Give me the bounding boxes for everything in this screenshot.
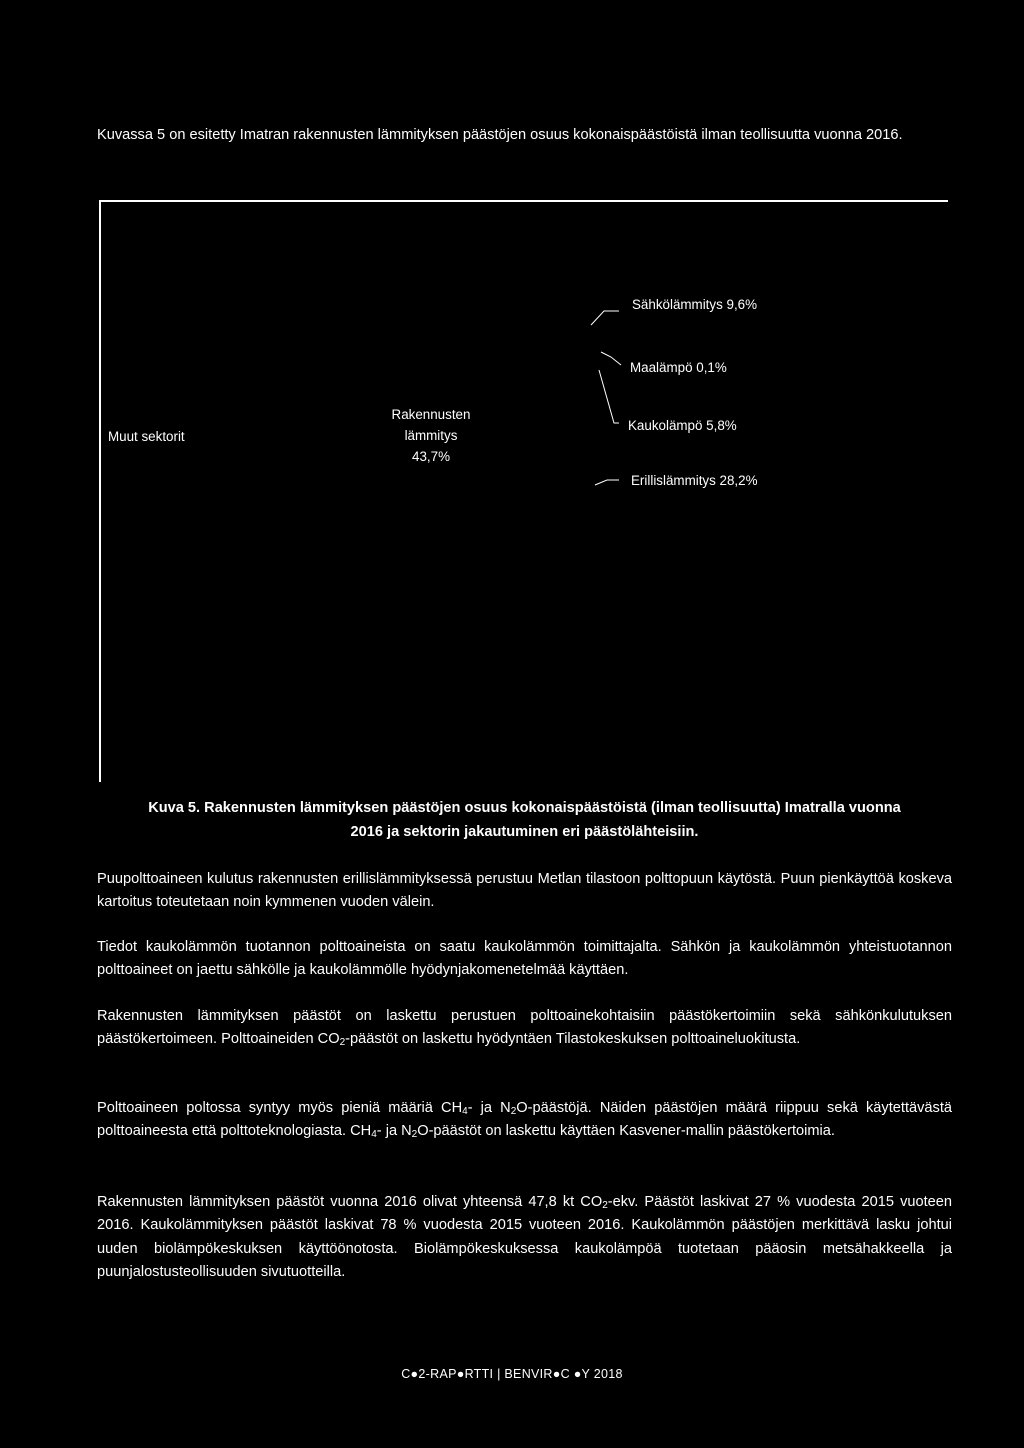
p5-text-a: Rakennusten lämmityksen päästöt vuonna 2016 olivat yhteensä 47,8 kt CO <box>97 1194 603 1210</box>
paragraph-kaukolampo-tiedot: Tiedot kaukolämmön tuotannon polttoaineista on saatu kaukolämmön toimittajalta. Sähkön ja kaukolämmön yhteistuotannon polttoaineet on jaettu sähkölle ja kaukolämmölle hyödynjakomenetelmää käyttäen. <box>97 939 952 979</box>
p5-text-b: -ekv. Päästöt laskivat 27 % vuodesta 2015 vuoteen 2016. Kaukolämmityksen päästöt laskivat 78 % vuodesta 2015 vuoteen 2016. Kaukolämmön päästöjen merkittävä lasku johtui uuden biolämpökeskuksen käyttöönotosta. Biolämpökeskuksessa kaukolämpöä tuotetaan pääosin metsähakkeella ja puunjalostusteollisuuden sivutuotteilla. <box>97 1194 952 1281</box>
emissions-figure <box>99 193 949 783</box>
label-rakennusten-line1: Rakennusten <box>391 407 471 422</box>
p4-text-e: O-päästöt on laskettu käyttäen Kasvener-mallin päästökertoimia. <box>417 1123 835 1140</box>
label-rakennusten-lammitys <box>371 404 491 467</box>
p4-text-d: - ja N <box>376 1123 412 1140</box>
label-maalampo: Maalämpö 0,1% <box>630 360 727 375</box>
paragraph-paastojen-laskenta <box>97 1005 952 1052</box>
caption-line-1: Kuva 5. Rakennusten lämmityksen päästöjen osuus kokonaispäästöistä (ilman teollisuutta) Imatralla vuonna <box>148 800 901 816</box>
caption-line-2: 2016 ja sektorin jakautuminen eri päästölähteisiin. <box>350 824 699 840</box>
figure-frame <box>99 193 949 783</box>
label-muut-sektorit: Muut sektorit <box>108 429 185 444</box>
figure-caption <box>97 796 952 844</box>
label-kaukolampo: Kaukolämpö 5,8% <box>628 418 737 433</box>
leader-line-maalampo <box>601 352 621 365</box>
leader-line-kaukolampo <box>599 370 619 423</box>
p4-text-b: - ja N <box>467 1100 511 1116</box>
paragraph-ch4-n2o <box>97 1097 952 1144</box>
paragraph-puupolttoaine: Puupolttoaineen kulutus rakennusten erillislämmityksessä perustuu Metlan tilastoon polttopuun käytöstä. Puun pienkäyttöä koskeva kartoitus toteutetaan noin kymmenen vuoden välein. <box>97 871 952 911</box>
p3-text-a: Rakennusten lämmityksen päästöt on laskettu perustuen polttoainekohtaisiin päästökertoimiin sekä sähkönkulutuksen päästökertoimeen. Polttoaineiden CO <box>97 1008 952 1048</box>
label-rakennusten-line2: lämmitys <box>404 428 458 443</box>
label-sahkolammitys: Sähkölämmitys 9,6% <box>632 297 758 312</box>
page-footer: C●2-RAP●RTTI | BENVIR●C ●Y 2018 <box>401 1367 623 1381</box>
leader-line-sahkolammitys <box>591 311 619 325</box>
p5-subscript: 2 <box>602 1200 608 1211</box>
p4-subscript-3: 4 <box>371 1129 377 1141</box>
intro-paragraph: Kuvassa 5 on esitetty Imatran rakennusten lämmityksen päästöjen osuus kokonaispäästöistä ilman teollisuutta vuonna 2016. <box>97 127 903 143</box>
leader-line-erillislammitys <box>595 480 619 485</box>
label-erillislammitys: Erillislämmitys 28,2% <box>631 473 758 488</box>
p4-subscript-1: 4 <box>462 1106 468 1117</box>
p4-text-c: O-päästöjä. Näiden päästöjen määrä riippuu sekä käytettävästä polttoaineesta että polttoteknologiasta. CH <box>97 1100 952 1140</box>
p3-subscript: 2 <box>339 1037 346 1049</box>
p3-text-b: -päästöt on laskettu hyödyntäen Tilastokeskuksen polttoaineluokitusta. <box>345 1031 801 1048</box>
p4-subscript-2: 2 <box>510 1106 517 1117</box>
label-rakennusten-line3: 43,7% <box>412 449 450 464</box>
paragraph-paastot-2016 <box>97 1191 952 1285</box>
p4-subscript-4: 2 <box>411 1129 418 1141</box>
p4-text-a: Polttoaineen poltossa syntyy myös pieniä määriä CH <box>97 1100 463 1116</box>
